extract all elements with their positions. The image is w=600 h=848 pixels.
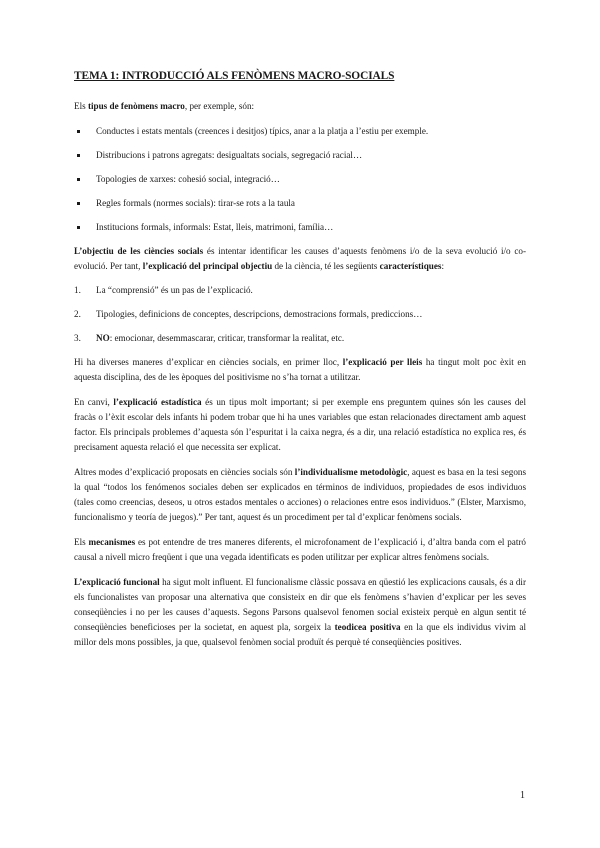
list-item <box>74 172 526 187</box>
funcional-bold-2: teodicea positiva <box>334 622 401 632</box>
item-number: 2. <box>74 309 81 319</box>
list-item-text: Distribucions i patrons agregats: desigualtats socials, segregació racial… <box>96 150 363 160</box>
list-item-text: Institucions formals, informals: Estat, lleis, matrimoni, família… <box>96 222 334 232</box>
objectiu-bold-2: l’explicació del principal objectiu <box>142 261 273 271</box>
individualisme-text-2: , aquest es basa en la tesi segons la qual “todos los fenómenos sociales deben ser explicados en términos de individuos, propiedades de esos individuos (tales como creencias, deseos, u otros estados mentales o acciones) o relaciones entre esos individuos.” (Elster, Marxismo, funcionalismo y teoría de juegos).” Per tant, aquest és un procediment per tal d’explicar fenòmens socials. <box>74 467 526 522</box>
bullet-icon <box>77 130 80 133</box>
bullet-icon <box>77 178 80 181</box>
individualisme-text-1: Altres modes d’explicació proposats en ciències socials són <box>74 467 295 477</box>
individualisme-paragraph <box>74 465 526 525</box>
individualisme-bold: l’individualisme metodològic <box>294 467 408 477</box>
numbered-list <box>74 283 526 346</box>
objectiu-text-3: : <box>441 261 445 271</box>
mecanismes-bold: mecanismes <box>88 537 136 547</box>
bullet-icon <box>77 154 80 157</box>
numbered-item <box>74 283 526 298</box>
intro-paragraph <box>74 99 526 114</box>
list-item-text: Regles formals (normes socials): tirar-se rots a la taula <box>96 198 295 208</box>
lleis-text-1: Hi ha diverses maneres d’explicar en ciències socials, en primer lloc, <box>74 357 343 367</box>
lleis-bold: l’explicació per lleis <box>342 357 423 367</box>
estadistica-text-2: és un tipus molt important; si per exemple ens preguntem quines són les causes del fracàs o l’èxit escolar dels infants hi podem trobar que hi ha unes variables que estan relacionades directament amb aquest factor. Els principals problemes d’aquesta són l’espuritat i la caixa negra, és a dir, una relació estadística no explica res, és precisament aquesta relació el que necessita ser explicat. <box>74 397 526 452</box>
bullet-icon <box>77 202 80 205</box>
objectiu-bold-1: L’objectiu de les ciències socials <box>74 246 204 256</box>
numbered-item <box>74 307 526 322</box>
list-item <box>74 148 526 163</box>
item-text: Tipologies, definicions de conceptes, descripcions, demostracions formals, prediccions… <box>96 309 423 319</box>
lleis-text-2: ha tingut molt poc èxit en aquesta disciplina, des de les èpoques del positivisme no s’ha tornat a utilitzar. <box>74 357 526 382</box>
item-number: 3. <box>74 333 81 343</box>
item-text: La “comprensió” és un pas de l’explicació. <box>96 285 253 295</box>
funcional-bold-1: L’explicació funcional <box>74 577 160 587</box>
lleis-paragraph <box>74 355 526 385</box>
list-item <box>74 220 526 235</box>
objectiu-paragraph <box>74 244 526 274</box>
mecanismes-text-1: Els <box>74 537 89 547</box>
funcional-text-2: en la que els individus vivim al millor dels mons possibles, ja que, qualsevol fenòmen social produït és perquè té conseqüències positives. <box>74 622 527 647</box>
estadistica-bold: l’explicació estadística <box>113 397 202 407</box>
bullet-list <box>74 124 526 235</box>
mecanismes-paragraph <box>74 535 526 565</box>
list-item <box>74 196 526 211</box>
document-page <box>74 70 526 650</box>
intro-text-end: , per exemple, són: <box>184 101 255 111</box>
funcional-text-1: ha sigut molt influent. El funcionalisme clàssic possava en qüestió les explicacions causals, és a dir els funcionalistes van proposar una alternativa que consisteix en dir que els fenòmens s’havien d’explicar per les seves conseqüències i no per les causes d’aquests. Segons Parsons qualsevol fenomen social existeix perquè en algun sentit té conseqüències beneficioses per la societat, en aquest pla, sorgeix la <box>74 577 526 632</box>
list-item-text: Conductes i estats mentals (creences i desitjos) típics, anar a la platja a l’estiu per exemple. <box>96 126 429 136</box>
list-item <box>74 124 526 139</box>
intro-bold: tipus de fenòmens macro <box>87 101 185 111</box>
list-item-text: Topologies de xarxes: cohesió social, integració… <box>96 174 280 184</box>
estadistica-paragraph <box>74 395 526 455</box>
estadistica-text-1: En canvi, <box>74 397 114 407</box>
bullet-icon <box>77 226 80 229</box>
item-bold: NO <box>96 333 110 343</box>
page-title: TEMA 1: INTRODUCCIÓ ALS FENÒMENS MACRO-SOCIALS <box>74 70 395 82</box>
page-number: 1 <box>520 790 525 801</box>
objectiu-text-2: de la ciència, té les següents <box>272 261 380 271</box>
intro-text: Els <box>74 101 88 111</box>
numbered-item <box>74 331 526 346</box>
funcional-paragraph <box>74 575 526 650</box>
objectiu-bold-3: característiques <box>379 261 442 271</box>
mecanismes-text-2: es pot entendre de tres maneres diferents, el microfonament de l’explicació i, d’altra banda com el patró causal a nivell micro freqüent i que una vegada identificats es poden utilitzar per explicar altres fenòmens socials. <box>74 537 526 562</box>
item-text: : emocionar, desemmascarar, criticar, transformar la realitat, etc. <box>109 333 345 343</box>
objectiu-text-1: és intentar identificar les causes d’aquests fenòmens i/o de la seva evolució i/o co-evolució. Per tant, <box>74 246 527 271</box>
item-number: 1. <box>74 285 81 295</box>
